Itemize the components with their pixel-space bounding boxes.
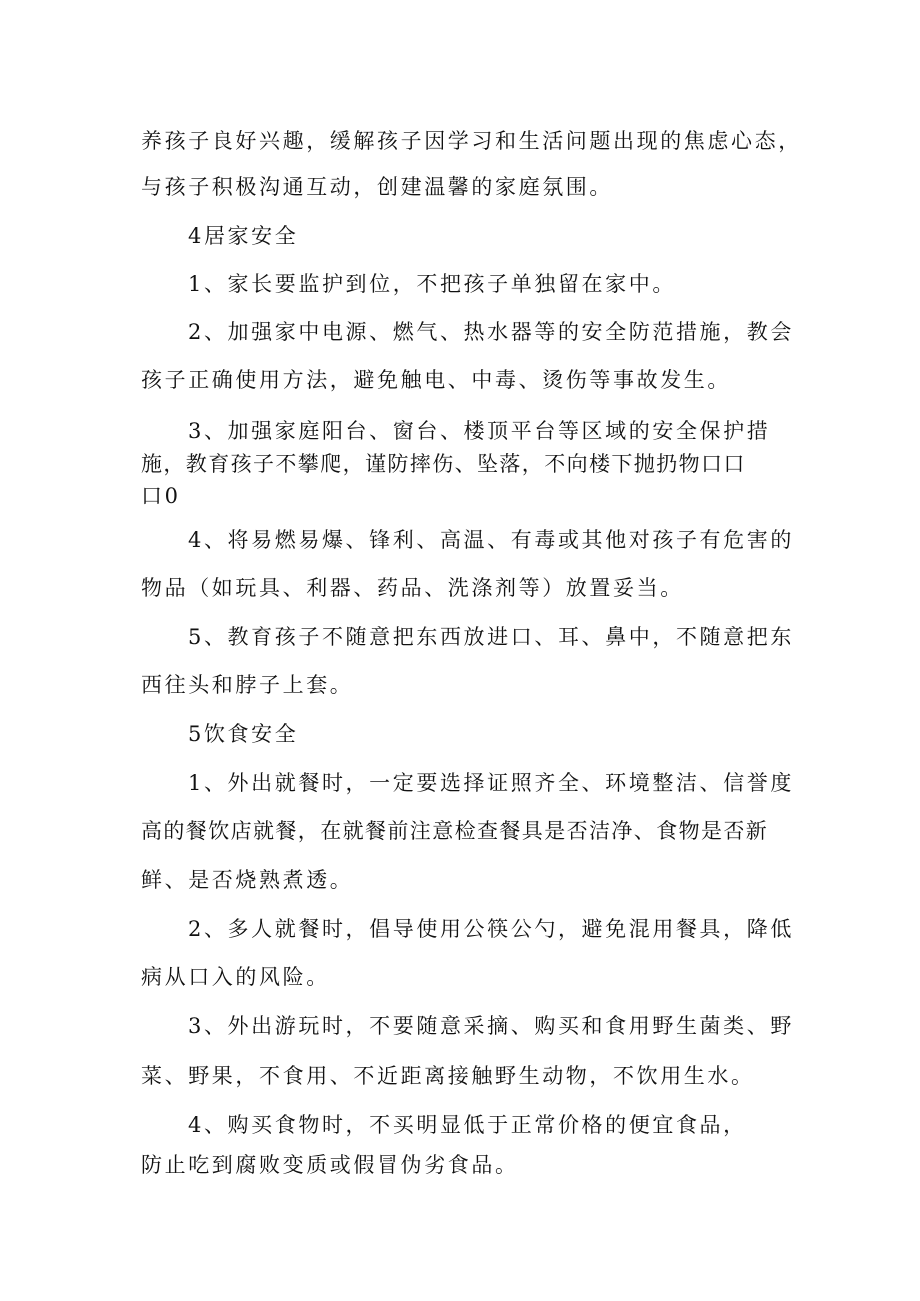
paragraph-line: 2、加强家中电源、燃气、热水器等的安全防范措施，教会 (188, 320, 794, 344)
paragraph-line: 防止吃到腐败变质或假冒伪劣食品。 (141, 1153, 519, 1177)
paragraph-line: 4、将易燃易爆、锋利、高温、有毒或其他对孩子有危害的 (188, 528, 794, 552)
paragraph-line: 西往头和脖子上套。 (141, 673, 354, 697)
paragraph-line: 病从口入的风险。 (141, 965, 330, 989)
paragraph-line: 孩子正确使用方法，避免触电、中毒、烫伤等事故发生。 (141, 368, 731, 392)
paragraph-line: 与孩子积极沟通互动，创建温馨的家庭氛围。 (141, 175, 613, 199)
paragraph-line: 1、家长要监护到位，不把孩子单独留在家中。 (188, 272, 676, 296)
paragraph-line: 2、多人就餐时，倡导使用公筷公勺，避免混用餐具，降低 (188, 917, 794, 941)
paragraph-line: 口0 (141, 484, 181, 508)
paragraph-line: 3、外出游玩时，不要随意采摘、购买和食用野生菌类、野 (188, 1014, 794, 1038)
paragraph-line: 1、外出就餐时，一定要选择证照齐全、环境整洁、信誉度 (188, 771, 794, 795)
paragraph-line: 施，教育孩子不攀爬，谨防摔伤、坠落，不向楼下抛扔物口口 (141, 452, 746, 476)
paragraph-line: 4、购买食物时，不买明显低于正常价格的便宜食品， (188, 1113, 747, 1137)
section-heading: 5饮食安全 (188, 722, 299, 746)
paragraph-line: 3、加强家庭阳台、窗台、楼顶平台等区域的安全保护措 (188, 419, 771, 443)
paragraph-line: 高的餐饮店就餐，在就餐前注意检查餐具是否洁净、食物是否新 (141, 819, 769, 843)
paragraph-line: 5、教育孩子不随意把东西放进口、耳、鼻中，不随意把东 (188, 625, 794, 649)
paragraph-line: 菜、野果，不食用、不近距离接触野生动物，不饮用生水。 (141, 1064, 755, 1088)
paragraph-line: 物品（如玩具、利器、药品、洗涤剂等）放置妥当。 (141, 576, 684, 600)
paragraph-line: 养孩子良好兴趣，缓解孩子因学习和生活问题出现的焦虑心态， (141, 129, 802, 153)
section-heading: 4居家安全 (188, 224, 299, 248)
paragraph-line: 鲜、是否烧熟煮透。 (141, 868, 354, 892)
